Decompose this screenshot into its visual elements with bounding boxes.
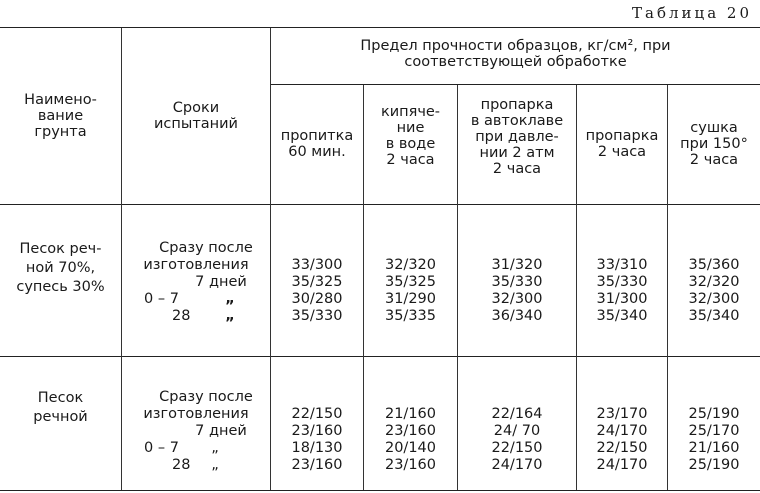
group-2-col-soak: 22/150 23/160 18/130 23/160 [291,406,343,473]
group-2-col-steam: 23/170 24/170 22/150 24/170 [596,406,648,473]
group-1-col-steam: 33/310 35/330 31/300 35/340 [596,257,648,324]
subheader-rule [270,84,760,85]
group-2-ditto-mark-1: „ [211,440,219,456]
header-treatment-boil: кипяче- ние в воде 2 часа [380,104,441,168]
header-treatment-autoclave: пропарка в автоклаве при давле- нии 2 атм 2 часа [470,97,564,177]
group-divider-rule [0,356,760,357]
group-2-col-dry: 25/190 25/170 21/160 25/190 [688,406,740,473]
bottom-rule [0,490,760,491]
group-1-ditto-mark-2: „ [225,308,235,324]
header-treatment-steam: пропарка 2 часа [585,128,659,160]
group-2-soil: Песок речной [33,390,88,425]
group-1-terms: Сразу после изготовления 7 дней 0 – 7 28 [143,240,253,324]
group-2-col-boil: 21/160 23/160 20/140 23/160 [384,406,436,473]
group-1-soil: Песок реч- ной 70%, супесь 30% [16,241,105,295]
group-2-terms: Сразу после изготовления 7 дней 0 – 7 28 [143,389,253,473]
group-1-col-autoclave: 31/320 35/330 32/300 36/340 [491,257,543,324]
header-test-terms: Сроки испытаний [154,100,238,132]
header-bottom-rule [0,204,760,205]
group-1-col-boil: 32/320 35/325 31/290 35/335 [384,257,436,324]
group-1-col-dry: 35/360 32/320 32/300 35/340 [688,257,740,324]
table-caption: Таблица 20 [632,4,752,22]
header-strength-group: Предел прочности образцов, кг/см², при соответствующей обработке [360,38,671,70]
header-treatment-soak: пропитка 60 мин. [280,128,354,160]
group-2-ditto-mark-2: „ [211,457,219,473]
header-treatment-dry: сушка при 150° 2 часа [680,120,748,168]
header-soil-name: Наимено- вание грунта [24,92,97,140]
group-1-ditto-mark-1: „ [225,291,235,307]
group-1-col-soak: 33/300 35/325 30/280 35/330 [291,257,343,324]
group-2-col-autoclave: 22/164 24/ 70 22/150 24/170 [491,406,543,473]
top-rule [0,27,760,28]
